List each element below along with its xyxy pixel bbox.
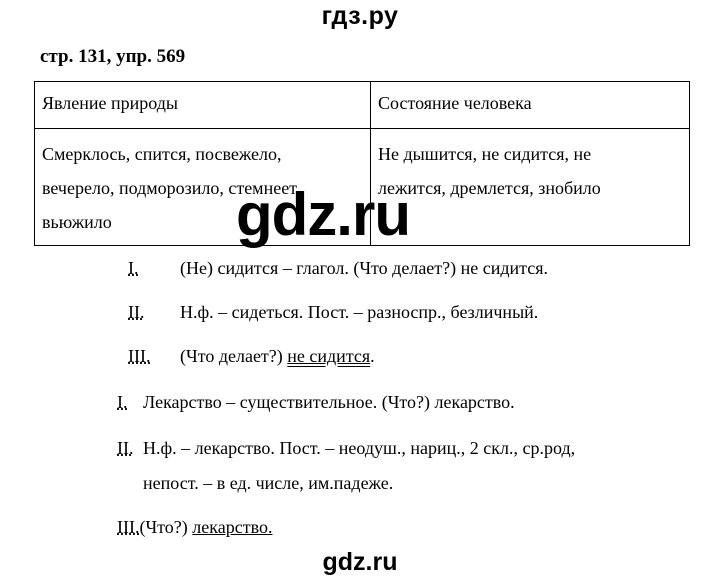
step-text: непост. – в ед. числе, им.падеже. xyxy=(143,473,394,493)
step-number: III. xyxy=(128,346,151,366)
step-text: (Что делает?) xyxy=(180,346,288,366)
parse2-step2 xyxy=(117,438,575,459)
step-number: II. xyxy=(117,438,134,458)
step-number: III. xyxy=(117,517,140,537)
step-text: Н.ф. – лекарство. Пост. – неодуш., нариц., 2 скл., ср.род, xyxy=(143,438,576,458)
watermark: gdz.ru xyxy=(236,181,410,248)
site-footer: gdz.ru xyxy=(322,548,398,576)
site-header: гдз.ру xyxy=(321,2,399,30)
step-text: (Что?) xyxy=(139,517,193,537)
human-state-cell xyxy=(371,129,690,246)
step-number: II. xyxy=(128,302,145,322)
step-text: (Не) сидится – глагол. (Что делает?) не сидится. xyxy=(180,258,549,278)
column-header-human-state: Состояние человека xyxy=(371,82,690,129)
parse1-step1 xyxy=(128,258,548,279)
step-number: I. xyxy=(128,258,139,278)
page-reference: стр. 131, упр. 569 xyxy=(40,46,186,67)
underlined-predicate: не сидится xyxy=(287,346,371,366)
table-header-row xyxy=(35,82,690,129)
human-state-line: лежится, дремлется, знобило xyxy=(378,178,601,198)
column-header-nature: Явление природы xyxy=(35,82,371,129)
step-text: . xyxy=(370,346,375,366)
nature-line: Смерклось, спится, посвежело, xyxy=(42,144,282,164)
parse2-step2-continuation xyxy=(143,473,393,494)
parse2-step1 xyxy=(117,392,515,413)
step-number: I. xyxy=(117,392,128,412)
parse1-step3 xyxy=(128,346,375,367)
step-text: Лекарство – существительное. (Что?) лекарство. xyxy=(143,392,515,412)
parse2-step3 xyxy=(117,517,272,538)
parse1-step2 xyxy=(128,302,538,323)
underlined-subject: лекарство. xyxy=(192,517,273,537)
nature-line: вьюжило xyxy=(42,212,112,232)
step-text: Н.ф. – сидеться. Пост. – разноспр., безличный. xyxy=(180,302,539,322)
human-state-line: Не дышится, не сидится, не xyxy=(378,144,592,164)
nature-line: вечерело, подморозило, стемнеет, xyxy=(42,178,301,198)
